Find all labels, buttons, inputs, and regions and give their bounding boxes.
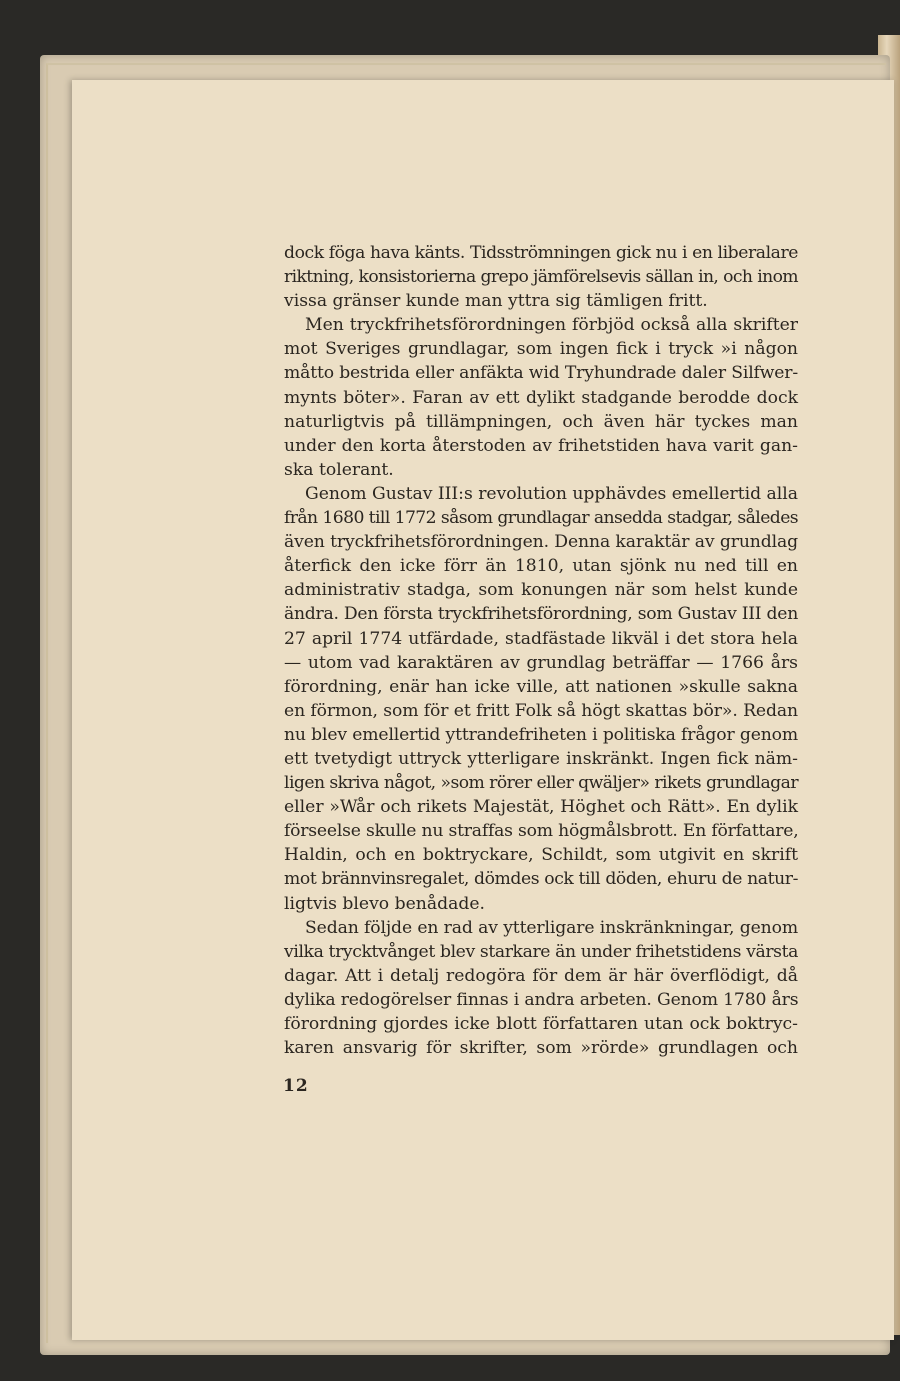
text-line: dagar. Att i detalj redogöra för dem är här överflödigt, då — [284, 965, 798, 986]
text-line: mot brännvinsregalet, dömdes ock till döden, ehuru de natur- — [284, 869, 798, 890]
body-text — [284, 241, 798, 1060]
text-line: förordning, enär han icke ville, att nationen »skulle sakna — [284, 676, 798, 697]
page-number: 12 — [283, 1076, 309, 1096]
paragraph — [284, 482, 798, 916]
text-line: Genom Gustav III:s revolution upphävdes emellertid alla — [305, 483, 798, 504]
text-line: eller »Wår och rikets Majestät, Höghet och Rätt». En dylik — [284, 797, 798, 818]
text-line: måtto bestrida eller anfäkta wid Tryhundrade daler Silfwer- — [284, 363, 798, 384]
text-line: ändra. Den första tryckfrihetsförordning, som Gustav III den — [284, 604, 799, 625]
text-line: ett tvetydigt uttryck ytterligare inskränkt. Ingen fick näm- — [284, 748, 798, 769]
text-line: dock föga hava känts. Tidsströmningen gick nu i en liberalare — [284, 243, 798, 263]
text-line: — utom vad karaktären av grundlag beträffar — 1766 års — [284, 652, 798, 673]
text-line: dylika redogörelser finnas i andra arbeten. Genom 1780 års — [284, 989, 799, 1010]
text-line: förordning gjordes icke blott författaren utan ock boktryc- — [284, 1014, 798, 1034]
text-line: vilka trycktvånget blev starkare än under frihetstidens värsta — [284, 941, 798, 962]
text-line: administrativ stadga, som konungen när som helst kunde — [284, 580, 798, 601]
text-line: vissa gränser kunde man yttra sig tämligen fritt. — [284, 291, 708, 312]
text-line: karen ansvarig för skrifter, som »rörde» grundlagen och — [284, 1038, 798, 1059]
text-line: ligtvis blevo benådade. — [284, 893, 485, 914]
text-line: en förmon, som för et fritt Folk så högt skattas bör». Redan — [284, 700, 799, 721]
text-line: Men tryckfrihetsförordningen förbjöd också alla skrifter — [305, 315, 798, 336]
text-line: mynts böter». Faran av ett dylikt stadgande berodde dock — [284, 387, 798, 408]
text-line: förseelse skulle nu straffas som högmålsbrott. En författare, — [284, 821, 799, 842]
text-line: även tryckfrihetsförordningen. Denna karaktär av grundlag — [284, 532, 799, 553]
text-line: nu blev emellertid yttrandefriheten i politiska frågor genom — [284, 724, 799, 745]
text-line: 27 april 1774 utfärdade, stadfästade likväl i det stora hela — [284, 628, 798, 649]
text-line: Haldin, och en boktryckare, Schildt, som utgivit en skrift — [284, 845, 798, 866]
text-line: återfick den icke förr än 1810, utan sjönk nu ned till en — [284, 556, 798, 577]
text-line: under den korta återstoden av frihetstiden hava varit gan- — [284, 435, 798, 456]
text-line: naturligtvis på tillämpningen, och även här tyckes man — [284, 411, 798, 432]
text-line: Sedan följde en rad av ytterligare inskränkningar, genom — [305, 917, 798, 938]
paragraph — [284, 313, 798, 482]
text-line: från 1680 till 1772 såsom grundlagar ansedda stadgar, således — [284, 508, 799, 529]
text-line: ligen skriva något, »som rörer eller qwäljer» rikets grundlagar — [284, 773, 798, 794]
text-line: ska tolerant. — [284, 459, 394, 480]
paragraph — [284, 916, 798, 1061]
text-line: riktning, konsistorierna grepo jämförelsevis sällan in, och inom — [284, 267, 799, 288]
text-line: mot Sveriges grundlagar, som ingen fick i tryck »i någon — [284, 339, 798, 360]
paragraph — [284, 241, 798, 313]
